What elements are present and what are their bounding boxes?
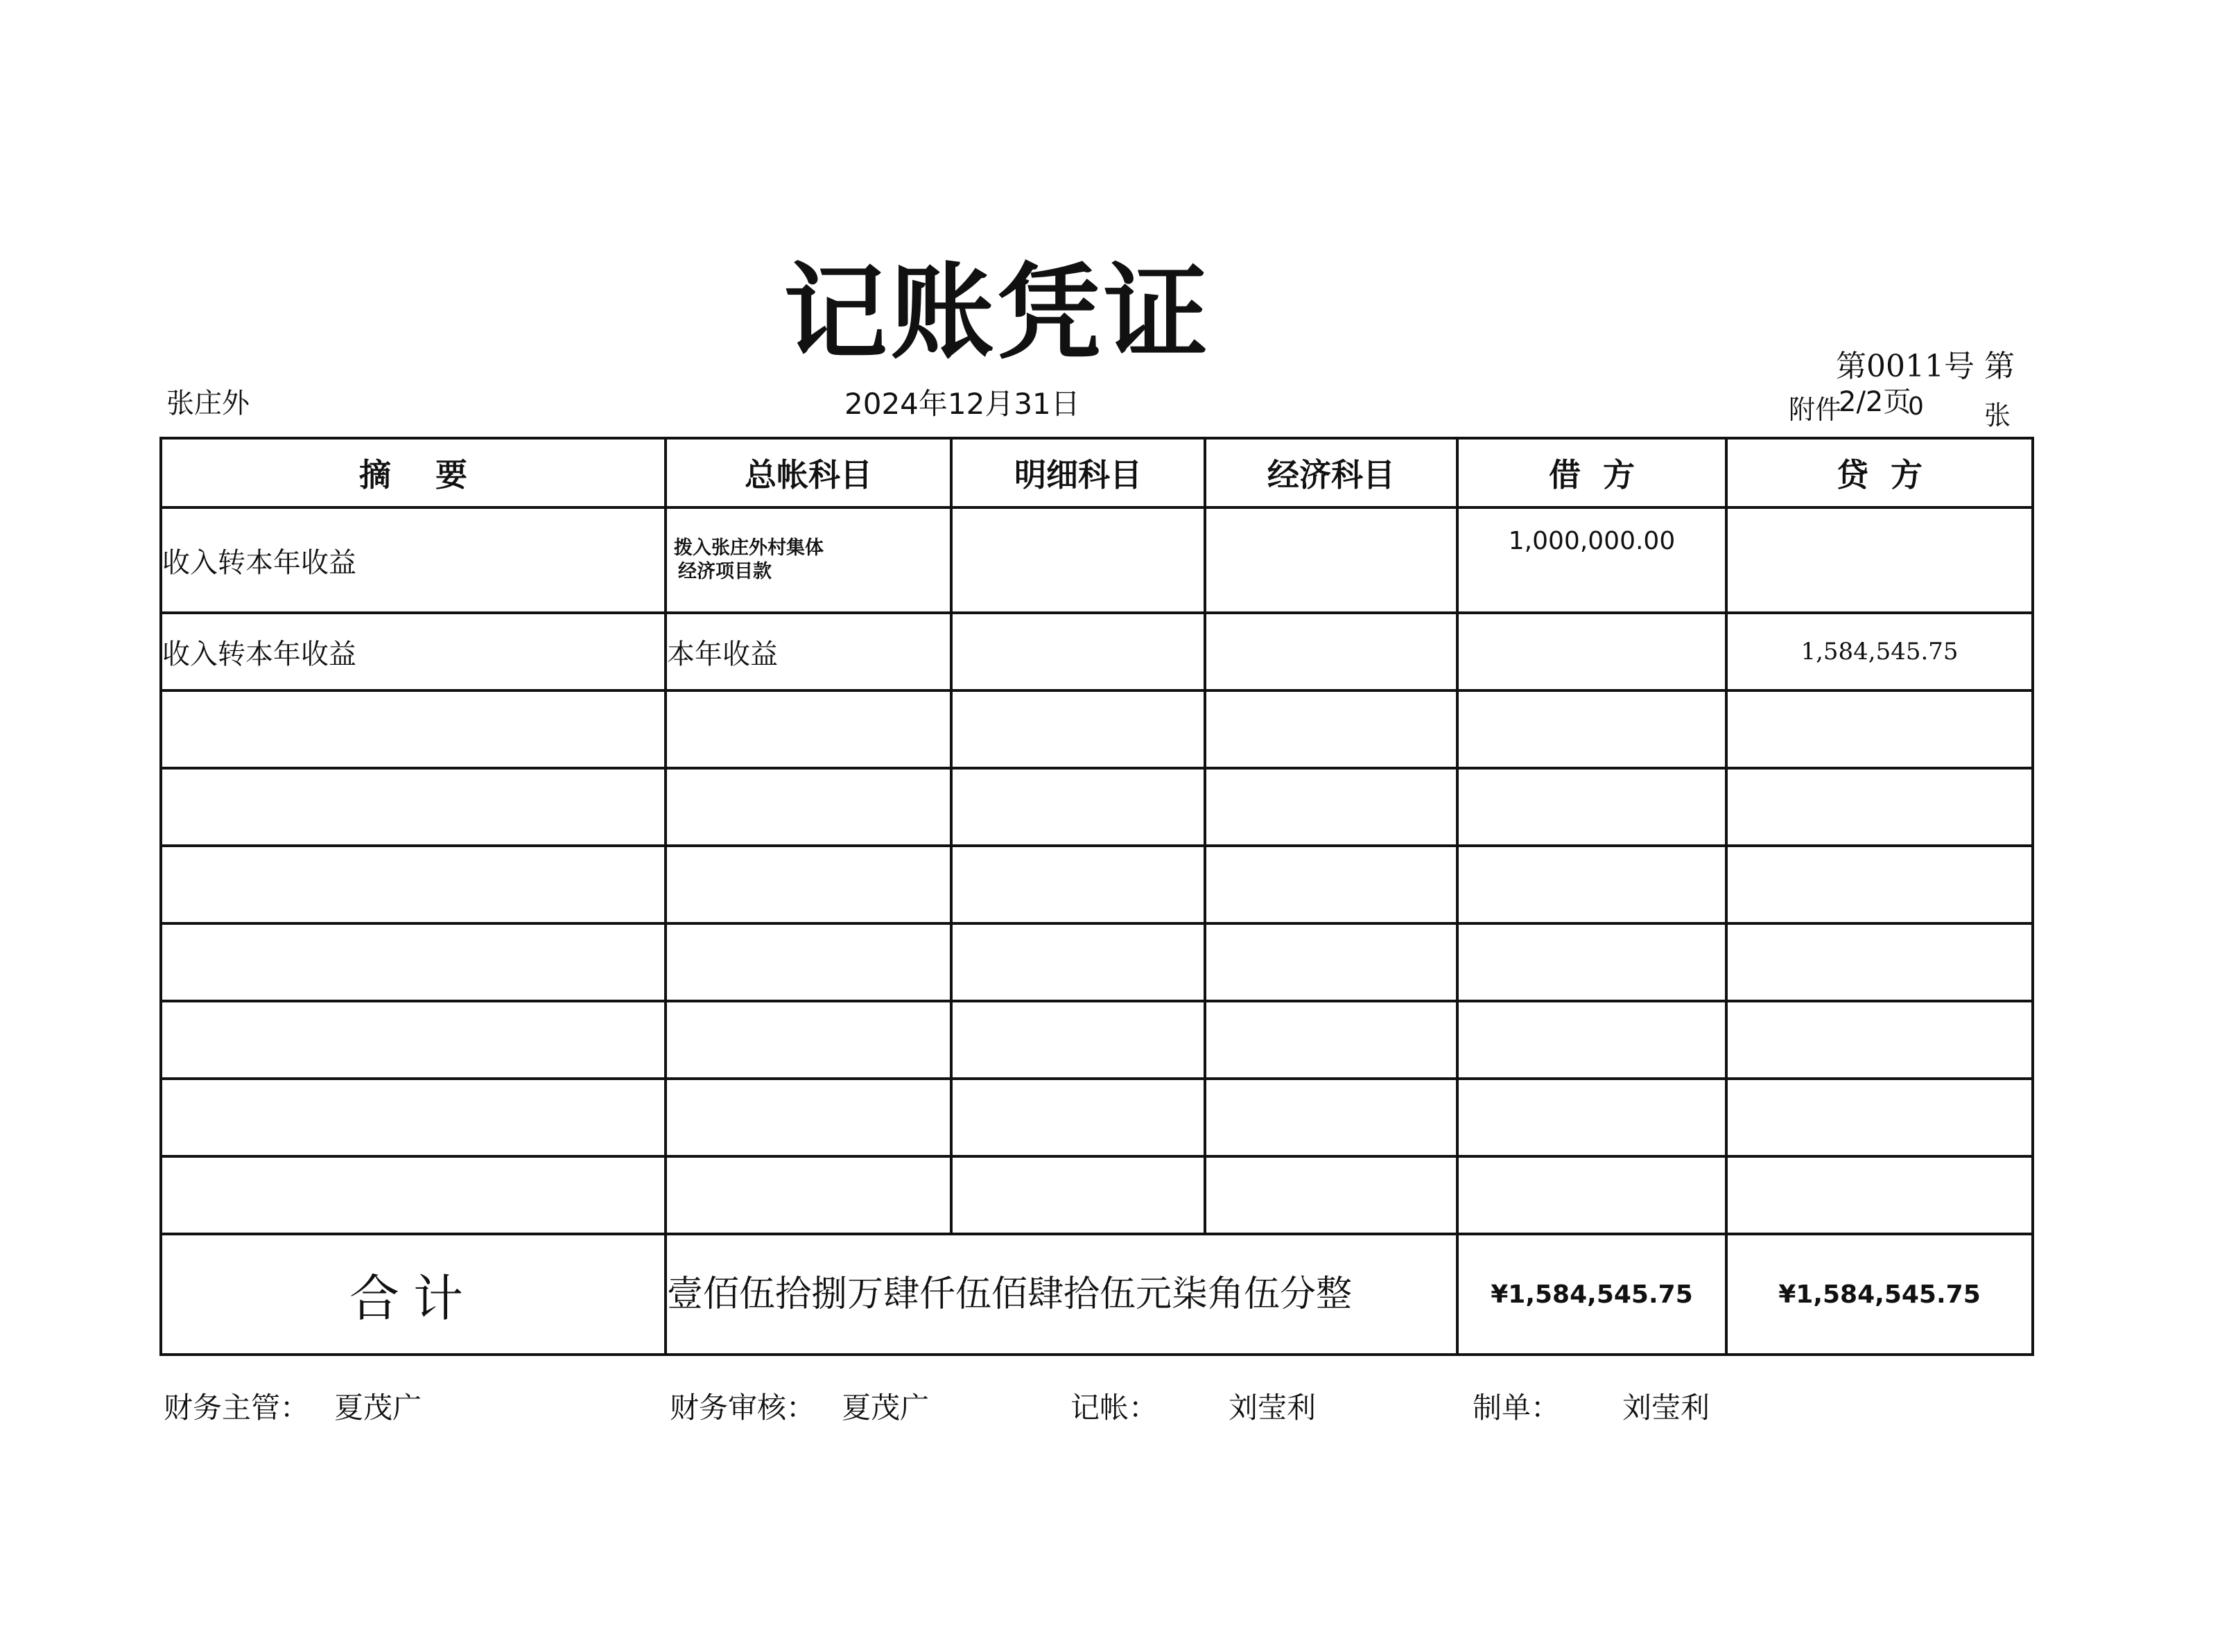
row-general-account: 本年收益 (666, 613, 951, 690)
empty-cell (951, 690, 1205, 768)
empty-cell (951, 1079, 1205, 1156)
empty-cell (161, 846, 666, 923)
empty-cell (161, 923, 666, 1001)
empty-cell (666, 846, 951, 923)
empty-cell (1205, 923, 1457, 1001)
row-credit: 1,584,545.75 (1726, 613, 2033, 690)
empty-cell (161, 1156, 666, 1234)
empty-cell (1457, 923, 1726, 1001)
row-economic-account (1205, 613, 1457, 690)
row-detail-account (951, 613, 1205, 690)
table-row (161, 1079, 2033, 1156)
empty-cell (1457, 1001, 1726, 1079)
table-row (161, 507, 2033, 613)
total-label: 合计 (161, 1234, 666, 1355)
empty-cell (161, 690, 666, 768)
empty-cell (666, 690, 951, 768)
voucher-title: 记账凭证 (783, 252, 1211, 374)
general-account-line: 拨入张庄外村集体 (674, 537, 824, 559)
row-summary: 收入转本年收益 (161, 507, 666, 613)
empty-cell (1205, 1001, 1457, 1079)
attachment-label: 附件 (1789, 394, 1842, 425)
header-detail-account: 明细科目 (951, 438, 1205, 507)
supervisor-name: 夏茂广 (334, 1391, 422, 1425)
empty-cell (1726, 923, 2033, 1001)
empty-cell (1457, 690, 1726, 768)
row-economic-account (1205, 507, 1457, 613)
total-row (161, 1234, 2033, 1355)
empty-cell (666, 923, 951, 1001)
empty-cell (666, 768, 951, 846)
supervisor-label: 财务主管： (164, 1391, 310, 1425)
row-summary: 收入转本年收益 (161, 613, 666, 690)
table-row (161, 1156, 2033, 1234)
total-credit: ¥1,584,545.75 (1726, 1234, 2033, 1355)
auditor-label: 财务审核： (670, 1391, 816, 1425)
table-row (161, 690, 2033, 768)
row-credit (1726, 507, 2033, 613)
voucher-date: 2024年12月31日 (844, 387, 1080, 421)
total-amount-in-words: 壹佰伍拾捌万肆仟伍佰肆拾伍元柒角伍分整 (666, 1234, 1457, 1355)
empty-cell (951, 1156, 1205, 1234)
empty-cell (1457, 768, 1726, 846)
empty-cell (1726, 1156, 2033, 1234)
empty-cell (1457, 1079, 1726, 1156)
empty-cell (1205, 1156, 1457, 1234)
bookkeeper-label: 记帐： (1070, 1391, 1158, 1425)
table-row (161, 923, 2033, 1001)
table-row (161, 768, 2033, 846)
empty-cell (951, 846, 1205, 923)
header-credit: 贷 方 (1726, 438, 2033, 507)
row-debit: 1,000,000.00 (1457, 507, 1726, 613)
row-general-account (666, 507, 951, 613)
organization-name: 张庄外 (166, 388, 250, 419)
table-row (161, 846, 2033, 923)
general-account-line: 经济项目款 (678, 561, 772, 582)
header-economic-account: 经济科目 (1205, 438, 1457, 507)
empty-cell (1457, 1156, 1726, 1234)
empty-cell (1726, 846, 2033, 923)
empty-cell (951, 1001, 1205, 1079)
row-detail-account (951, 507, 1205, 613)
empty-cell (1726, 1079, 2033, 1156)
empty-cell (951, 923, 1205, 1001)
preparer-label: 制单： (1473, 1391, 1561, 1425)
empty-cell (666, 1001, 951, 1079)
empty-cell (161, 1001, 666, 1079)
empty-cell (1726, 768, 2033, 846)
voucher-number: 第0011号 第 (1836, 349, 2015, 384)
table-row (161, 613, 2033, 690)
empty-cell (1205, 690, 1457, 768)
bookkeeper-name: 刘莹利 (1229, 1391, 1317, 1425)
empty-cell (161, 768, 666, 846)
empty-cell (1205, 1079, 1457, 1156)
attachment-count: 0 (1908, 392, 1924, 421)
header-summary: 摘 要 (161, 438, 666, 507)
empty-cell (161, 1079, 666, 1156)
empty-cell (1726, 1001, 2033, 1079)
empty-cell (1205, 768, 1457, 846)
voucher-table (159, 437, 2034, 1356)
empty-cell (1457, 846, 1726, 923)
empty-cell (1726, 690, 2033, 768)
empty-cell (1205, 846, 1457, 923)
auditor-name: 夏茂广 (842, 1391, 930, 1425)
header-debit: 借 方 (1457, 438, 1726, 507)
table-header-row (161, 438, 2033, 507)
table-row (161, 1001, 2033, 1079)
attachment-unit: 张 (1984, 400, 2011, 431)
empty-cell (666, 1079, 951, 1156)
header-general-account: 总帐科目 (666, 438, 951, 507)
page-indicator: 2/2页 (1839, 386, 1911, 418)
empty-cell (666, 1156, 951, 1234)
row-debit (1457, 613, 1726, 690)
total-debit: ¥1,584,545.75 (1457, 1234, 1726, 1355)
empty-cell (951, 768, 1205, 846)
preparer-name: 刘莹利 (1622, 1391, 1710, 1425)
